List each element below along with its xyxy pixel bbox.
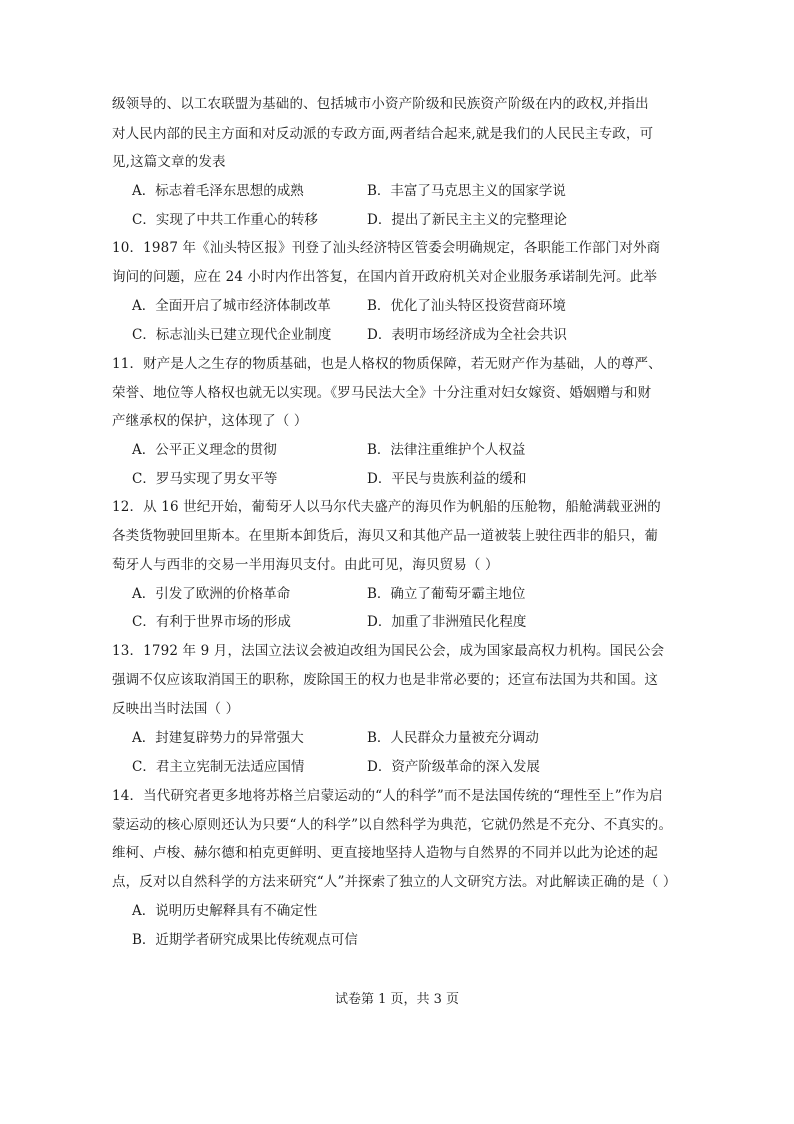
q13-option-c: C．君主立宪制无法适应国情: [132, 759, 305, 775]
q11-option-c: C．罗马实现了男女平等: [132, 471, 278, 487]
q13-stem-line-2: 强调不仅应该取消国王的职称，废除国王的权力也是非常必要的；还宣布法国为共和国。这: [112, 672, 658, 688]
q14-stem-line-4: 点，反对以自然科学的方法来研究“人”并探索了独立的人文研究方法。对此解读正确的是（ ）: [112, 874, 677, 890]
q11-stem-line-1: 11．财产是人之生存的物质基础，也是人格权的物质保障，若无财产作为基础，人的尊严、: [112, 356, 662, 372]
q12-option-a: A．引发了欧洲的价格革命: [132, 586, 291, 602]
q10-option-c: C．标志汕头已建立现代企业制度: [132, 327, 332, 343]
q10-stem-line-1: 10．1987 年《汕头特区报》刊登了汕头经济特区管委会明确规定，各职能工作部门对外商: [112, 240, 661, 256]
q13-option-d: D．资产阶级革命的深入发展: [367, 759, 540, 775]
q13-option-a: A．封建复辟势力的异常强大: [132, 730, 304, 746]
q9-stem-line-2: 对人民内部的民主方面和对反动派的专政方面,两者结合起来,就是我们的人民民主专政，可: [112, 126, 654, 142]
q10-stem-line-2: 询问的问题，应在 24 小时内作出答复，在国内首开政府机关对企业服务承诺制先河。此举: [112, 269, 658, 285]
q13-option-b: B．人民群众力量被充分调动: [367, 730, 539, 746]
q9-stem-line-3: 见,这篇文章的发表: [112, 154, 226, 170]
q14-stem-line-1: 14．当代研究者更多地将苏格兰启蒙运动的“人的科学”而不是法国传统的“理性至上”作为启: [112, 788, 663, 804]
q11-option-d: D．平民与贵族利益的缓和: [367, 471, 527, 487]
q12-stem-line-2: 各类货物驶回里斯本。在里斯本卸货后，海贝又和其他产品一道被装上驶往西非的船只，葡: [112, 528, 658, 544]
q12-option-c: C．有利于世界市场的形成: [132, 614, 291, 630]
q10-option-a: A．全面开启了城市经济体制改革: [132, 298, 331, 314]
q9-option-b: B．丰富了马克思主义的国家学说: [367, 183, 566, 199]
q11-option-b: B．法律注重维护个人权益: [367, 442, 526, 458]
q14-stem-line-2: 蒙运动的核心原则还认为只要“人的科学”以自然科学为典范，它就仍然是不充分、不真实的。: [112, 817, 673, 833]
q9-option-c: C．实现了中共工作重心的转移: [132, 212, 318, 228]
q12-option-b: B．确立了葡萄牙霸主地位: [367, 586, 526, 602]
q10-option-b: B．优化了汕头特区投资营商环境: [367, 298, 566, 314]
q11-option-a: A．公平正义理念的贯彻: [132, 442, 277, 458]
q11-stem-line-2: 荣誉、地位等人格权也就无以实现。《罗马民法大全》十分注重对妇女嫁资、婚姻赠与和财: [112, 385, 652, 401]
q9-option-a: A．标志着毛泽东思想的成熟: [132, 183, 304, 199]
q11-stem-line-3: 产继承权的保护，这体现了（ ）: [112, 413, 308, 429]
q14-option-b: B．近期学者研究成果比传统观点可信: [132, 932, 358, 948]
page-footer: 试卷第 1 页，共 3 页: [334, 992, 460, 1007]
q14-option-a: A．说明历史解释具有不确定性: [132, 903, 318, 919]
q12-stem-line-1: 12．从 16 世纪开始，葡萄牙人以马尔代夫盛产的海贝作为帆船的压舱物，船舱满载亚洲的: [112, 499, 661, 515]
q9-option-d: D．提出了新民主主义的完整理论: [367, 212, 567, 228]
q13-stem-line-1: 13．1792 年 9 月，法国立法议会被迫改组为国民公会，成为国家最高权力机构。国民公会: [112, 643, 665, 659]
q14-stem-line-3: 维柯、卢梭、赫尔德和柏克更鲜明、更直接地坚持人造物与自然界的不同并以此为论述的起: [112, 845, 658, 861]
q12-option-d: D．加重了非洲殖民化程度: [367, 614, 527, 630]
q12-stem-line-3: 萄牙人与西非的交易一半用海贝支付。由此可见，海贝贸易（ ）: [112, 557, 499, 573]
q9-stem-line-1: 级领导的、以工农联盟为基础的、包括城市小资产阶级和民族资产阶级在内的政权,并指出: [112, 96, 649, 112]
q10-option-d: D．表明市场经济成为全社会共识: [367, 327, 567, 343]
q13-stem-line-3: 反映出当时法国（ ）: [112, 701, 240, 717]
